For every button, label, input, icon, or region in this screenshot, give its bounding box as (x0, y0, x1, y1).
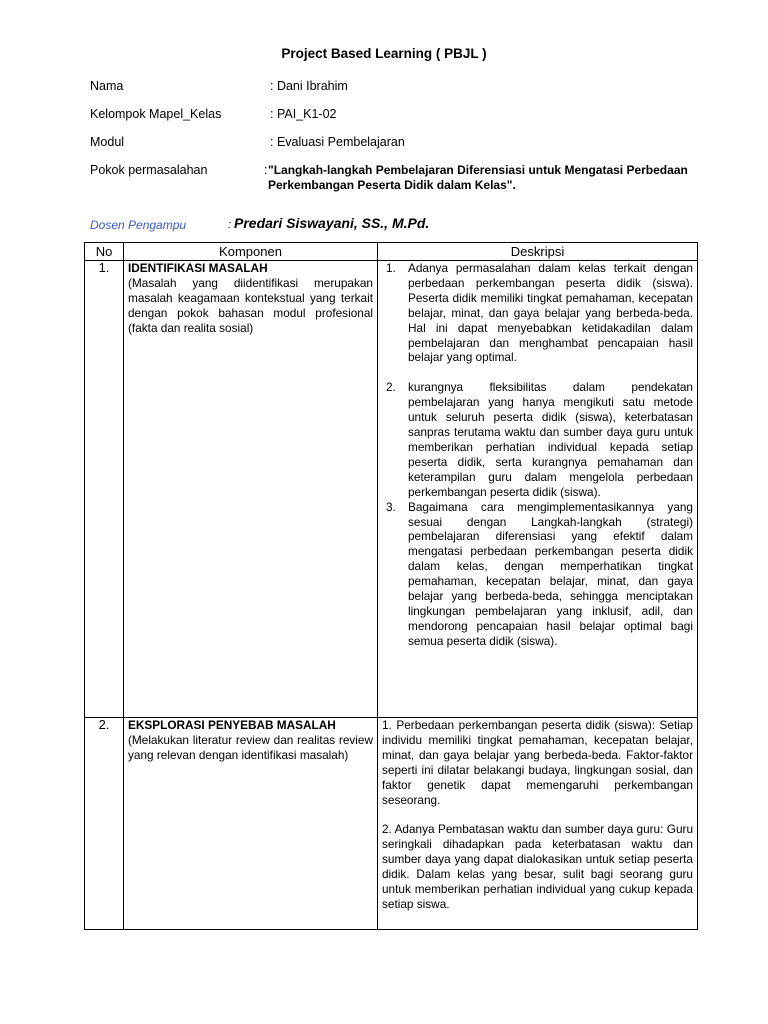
komponen-title: IDENTIFIKASI MASALAH (128, 261, 268, 275)
header-komponen: Komponen (124, 243, 378, 261)
list-item (382, 380, 693, 499)
header-deskripsi: Deskripsi (378, 243, 698, 261)
dosen-label: Dosen Pengampu (90, 218, 187, 232)
list-item-number: 3. (386, 499, 396, 514)
list-item-number: 1. (386, 261, 396, 275)
modul-label: Modul (90, 135, 125, 149)
deskripsi-paragraph: 1. Perbedaan perkembangan peserta didik (siswa): Setiap individu memiliki tingkat pemahaman, kecepatan belajar, minat, dan gaya belajar yang berbeda-beda. Faktor-faktor seperti ini dilatar belakangi budaya, lingkungan sosial, dan faktor genetik dapat memengaruhi perkembangan seseorang. (382, 718, 693, 807)
pokok-colon: : (264, 163, 268, 177)
kelompok-value: : PAI_K1-02 (270, 107, 337, 121)
komponen-description: (Masalah yang diidentifikasi merupakan masalah keagamaan kontekstual yang terkait dengan pokok bahasan modul profesional (fakta dan realita sosial) (128, 275, 373, 335)
pbjl-table (84, 242, 698, 930)
komponen-cell (124, 718, 378, 930)
komponen-description: (Melakukan literatur review dan realitas review yang relevan dengan identifikasi masalah) (128, 732, 373, 762)
list-item (382, 500, 693, 649)
list-item (382, 261, 693, 365)
modul-value: : Evaluasi Pembelajaran (270, 135, 405, 149)
table-header-row (85, 243, 698, 261)
header-no: No (85, 243, 124, 261)
table-row (85, 718, 698, 930)
pokok-label: Pokok permasalahan (90, 163, 208, 177)
deskripsi-paragraph: 2. Adanya Pembatasan waktu dan sumber daya guru: Guru seringkali dihadapkan pada keterbatasan waktu dan sumber daya yang dapat dialokasikan untuk setiap peserta didik. Dalam kelas yang besar, sulit bagi seorang guru untuk memberikan perhatian individual yang cukup kepada setiap siswa. (382, 822, 693, 911)
kelompok-label: Kelompok Mapel_Kelas (90, 107, 222, 121)
list-item-text: kurangnya fleksibilitas dalam pendekatan pembelajaran yang hanya mengikuti satu metode untuk seluruh peserta didik (siswa), keterbatasan sanpras terutama waktu dan sumber daya guru untuk memberikan perhatian individual kepada setiap peserta didik, serta kurangnya pemahaman dan keterampilan guru dalam mengelola perbedaan perkembangan peserta didik (siswa). (408, 380, 693, 499)
komponen-title: EKSPLORASI PENYEBAB MASALAH (128, 718, 336, 732)
nama-label: Nama (90, 79, 124, 93)
nama-value: : Dani Ibrahim (270, 79, 348, 93)
pokok-value: "Langkah-langkah Pembelajaran Diferensiasi untuk Mengatasi Perbedaan Perkembangan Peserta Didik dalam Kelas". (268, 163, 688, 192)
deskripsi-list (382, 261, 693, 649)
row-number: 2. (85, 718, 124, 930)
dosen-value: Predari Siswayani, SS., M.Pd. (234, 215, 430, 231)
deskripsi-cell (378, 261, 698, 718)
list-item-text: Bagaimana cara mengimplementasikannya yang sesuai dengan Langkah-langkah (strategi) pembelajaran diferensiasi yang efektif dalam mengatasi perbedaan perkembangan peserta didik dalam kelas, dengan memperhatikan tingkat pemahaman, kecepatan belajar, minat, dan gaya belajar yang berbeda-beda, sehingga menciptakan lingkungan pembelajaran yang inklusif, adil, dan mendorong pencapaian hasil belajar optimal bagi semua peserta didik (siswa). (408, 499, 693, 648)
list-item-number: 2. (386, 380, 396, 395)
row-number: 1. (85, 261, 124, 718)
document-title: Project Based Learning ( PBJL ) (281, 46, 487, 61)
deskripsi-cell (378, 718, 698, 930)
table-row (85, 261, 698, 718)
list-item-text: Adanya permasalahan dalam kelas terkait dengan perbedaan perkembangan peserta didik (siswa). Peserta didik memiliki tingkat pemahaman, kecepatan belajar, minat, dan gaya belajar yang berbeda-beda. Hal ini dapat menyebabkan ketidakadilan dalam pembelajaran dan menghambat pencapaian hasil belajar yang optimal. (408, 261, 693, 365)
dosen-colon: : (228, 219, 232, 231)
komponen-cell (124, 261, 378, 718)
